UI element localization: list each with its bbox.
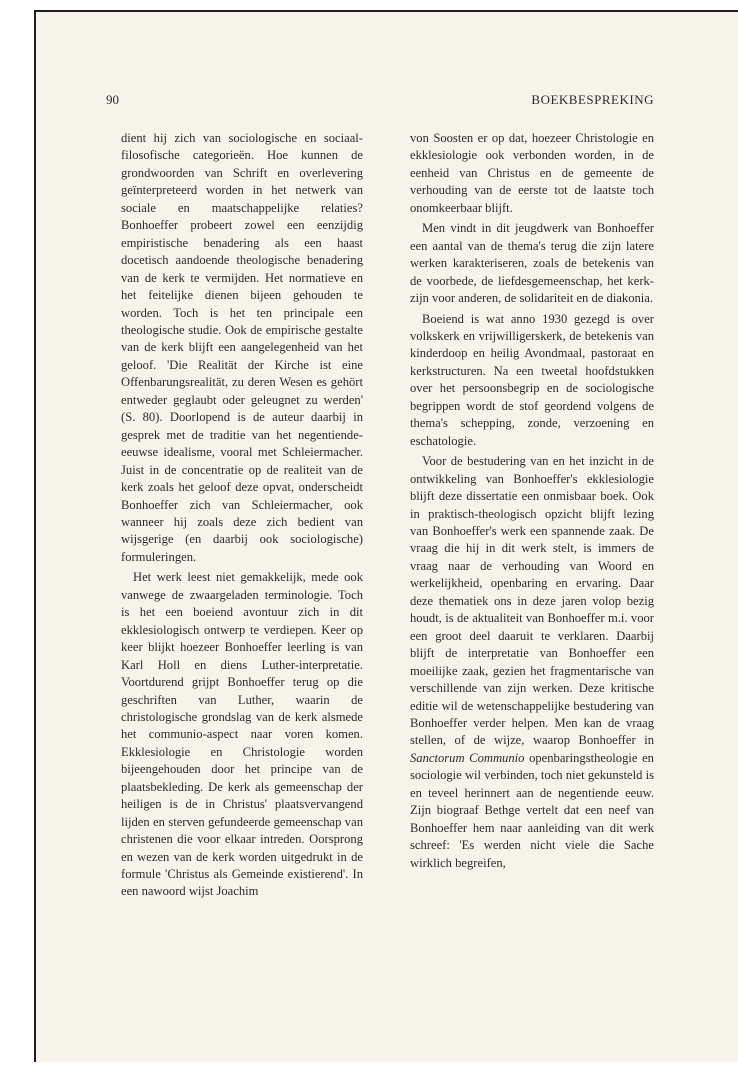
paragraph: dient hij zich van sociologische en sociaal-filosofische categorieën. Hoe kunnen de grondwoorden van Schrift en overlevering geïnterpreteerd worden in het netwerk van sociale en maatschappelijke relaties? Bonhoeffer probeert zowel een eenzijdig empiristische benadering als een haast docetisch aandoende theologische benadering van de kerk te vermijden. Het normatieve en het feitelijke dienen bijeen gehouden te worden. Toch is het ten principale een theologische studie. Ook de empirische gestalte van de kerk blijft een aangelegenheid van het geloof. 'Die Realität der Kirche ist eine Offenbarungsrealität, zu deren Wesen es gehört entweder geglaubt oder geleugnet zu werden' (S. 80). Doorlopend is de auteur daarbij in gesprek met de traditie van het negentiende-eeuwse idealisme, vooral met Schleiermacher. Juist in de concentratie op de realiteit van de kerk zoals het geloof deze opvat, onderscheidt Bonhoeffer zich van Schleiermacher, ook wanneer hij zoals deze zich bedient van wijsgerige (en daarbij ook sociologische) formuleringen. <box>121 131 363 564</box>
paragraph: Het werk leest niet gemakkelijk, mede ook vanwege de zwaargeladen terminologie. Toch is het een boeiend avontuur zich in dit ekklesiologisch ontwerp te verdiepen. Keer op keer blijkt hoezeer Bonhoeffer leerling is van Karl Holl en diens Luther-interpretatie. Voortdurend grijpt Bonhoeffer terug op die geschriften van Luther, waarin de christologische grondslag van de kerk alsmede het communio-aspect naar voren komen. Ekklesiologie en Christologie worden bijeengehouden door het principe van de plaatsbekleding. De kerk als gemeenschap der heiligen is de in Christus' plaatsvervangend lijden en sterven gefundeerde gemeenschap van christenen die voor elkaar intreden. Oorsprong en wezen van de kerk worden uitgedrukt in de formule 'Christus als Gemeinde existierend'. In een nawoord wijst Joachim <box>121 570 363 899</box>
book-title: Sanctorum Communio <box>410 750 525 765</box>
paragraph: Men vindt in dit jeugdwerk van Bonhoeffer een aantal van de thema's terug die zijn latere werken karakteriseren, zoals de betekenis van de voorbede, de liefdesgemeenschap, het kerk-zijn voor anderen, de solidariteit en de diakonia. <box>410 221 654 306</box>
left-column <box>121 130 363 901</box>
paragraph-text: openbaringstheologie en sociologie wil verbinden, toch niet gekunsteld is en teveel herinnert aan de negentiende eeuw. Zijn biograaf Bethge vertelt dat een neef van Bonhoeffer hem naar aanleiding van dit werk schreef: 'Es werden nicht viele die Sache wirklich begreifen, <box>410 750 654 870</box>
page-number: 90 <box>106 92 119 107</box>
paragraph-text: Voor de bestudering van en het inzicht in de ontwikkeling van Bonhoeffer's ekklesiologie blijft deze dissertatie een onmisbaar boek. Ook in praktisch-theologisch opzicht blijft lezing van Bonhoeffer's werk een spannende zaak. De vraag die hij in dit werk stelt, is immers de vraag naar de verhouding van Woord en werkelijkheid, openbaring en ervaring. Daar deze thematiek ons in deze jaren volop bezig houdt, is de aktualiteit van Bonhoeffer m.i. voor een groot deel daaruit te verklaren. Daarbij blijft de interpretatie van Bonhoeffer een moeilijke zaak, gezien het fragmentarische van verschillende van zijn werken. Deze kritische editie wil de wetenschappelijke bestudering van Bonhoeffer verder helpen. Men kan de vraag stellen, of de wijze, waarop Bonhoeffer in <box>410 454 654 748</box>
running-head: BOEKBESPREKING <box>531 92 654 107</box>
paragraph: von Soosten er op dat, hoezeer Christologie en ekklesiologie ook verbonden worden, in de eenheid van Christus en de gemeente de verhouding van de eerste tot de laatste toch onomkeerbaar blijft. <box>410 131 654 215</box>
right-column <box>410 130 654 872</box>
paragraph: Boeiend is wat anno 1930 gezegd is over volkskerk en vrijwilligerskerk, de betekenis van kinderdoop en heilig Avondmaal, pastoraat en kerkstructuren. Na een tweetal hoofdstukken over het persoonsbegrip en de sociologische begrippen wordt de stof geordend volgens de thema's schepping, zonde, verzoening en eschatologie. <box>410 311 654 448</box>
paragraph <box>410 453 654 872</box>
